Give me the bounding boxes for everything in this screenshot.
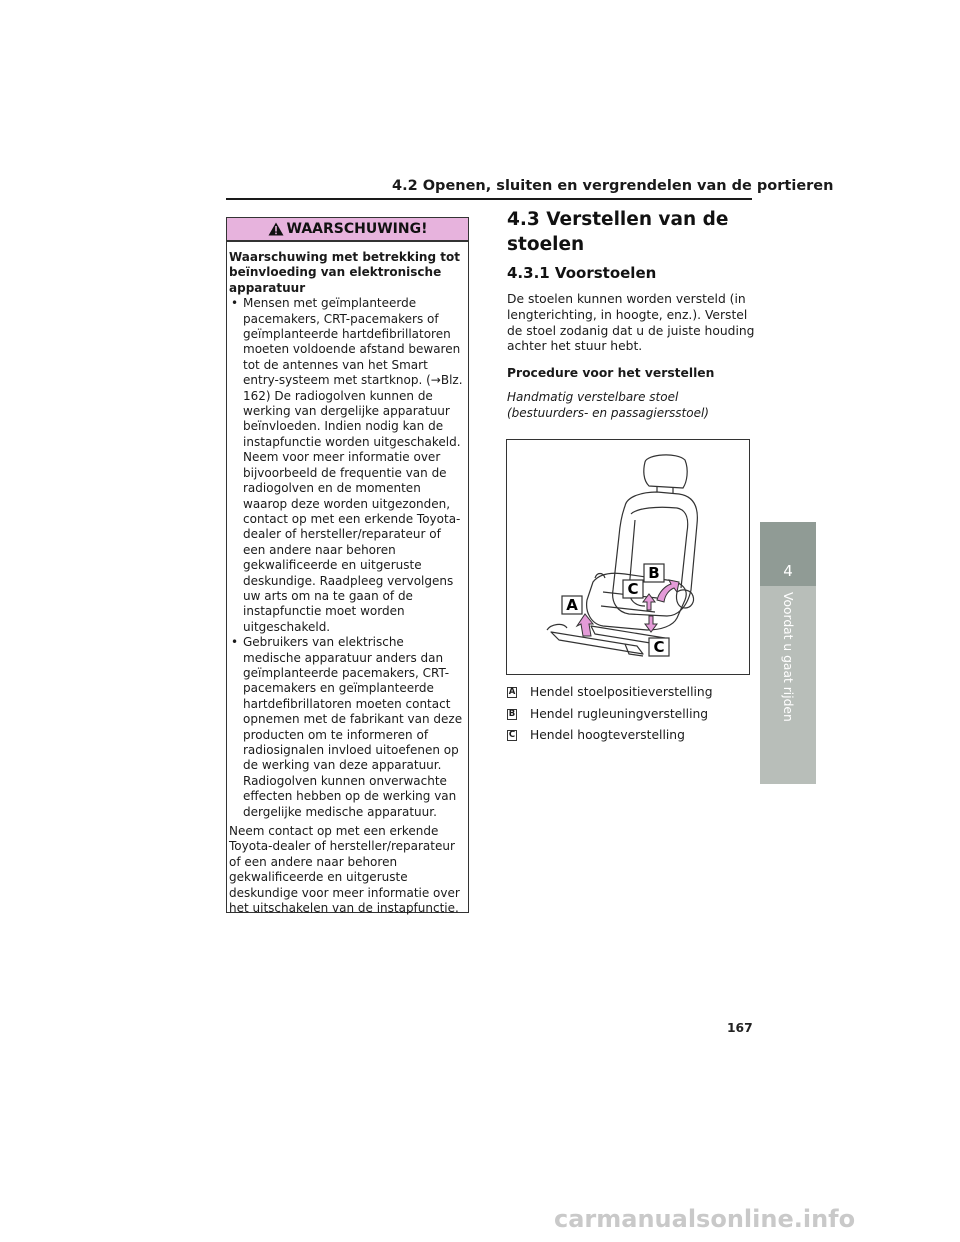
page-number: 167 [727,1021,753,1035]
warning-bullet-list [229,296,464,820]
warning-title: WAARSCHUWING! [286,221,428,237]
seat-illustration [507,440,749,674]
figure-label-b: B [648,564,660,582]
chapter-tab [760,522,816,586]
header-rule [226,198,752,200]
warning-triangle-icon [268,222,284,236]
intro-paragraph: De stoelen kunnen worden versteld (in lengterichting, in hoogte, enz.). Verstel de stoel zodanig dat u de juiste houding achter het stuur hebt. [507,292,755,354]
figure-label-a: A [566,596,578,614]
watermark: carmanualsonline.info [554,1205,856,1233]
subsection-title: 4.3.1 Voorstoelen [507,264,657,282]
legend-item-c [507,728,685,742]
legend-text: Hendel stoelpositieverstelling [530,685,713,699]
chapter-tab-label-wrap [760,586,816,784]
chapter-number: 4 [783,562,793,580]
warning-header [227,218,468,242]
legend-key: C [508,729,516,740]
warning-subtitle: Waarschuwing met betrekking tot beïnvloeding van elektronische apparatuur [229,250,460,295]
procedure-title: Procedure voor het verstellen [507,366,715,380]
warning-box [226,217,469,916]
legend-text: Hendel hoogteverstelling [530,728,685,742]
section-title: 4.3 Verstellen van de stoelen [507,209,729,255]
legend-key: B [508,708,516,719]
seat-figure [506,439,750,675]
chapter-tab-label: Voordat u gaat rijden [781,592,795,722]
chapter-header-title: 4.2 Openen, sluiten en vergrendelen van de portieren [392,178,834,194]
legend-item-b [507,707,708,721]
warning-bullet: • Gebruikers van elektrische medische apparatuur anders dan geïmplanteerde pacemakers, CRT-pacemakers en geïmplanteerde hartdefibrillatoren moeten contact opnemen met de fabrikant van deze producten om te informeren of radiosignalen invloed uitoefenen op de werking van deze apparatuur. Radiogolven kunnen onverwachte effecten hebben op de werking van dergelijke medische apparatuur. [229,635,464,820]
legend-item-a [507,685,713,699]
warning-note: Neem contact op met een erkende Toyota-dealer of hersteller/reparateur of een andere naar behoren gekwalificeerde en uitgeruste deskundige voor meer informatie over het uitschakelen van de instapfunctie. [229,824,460,916]
legend-text: Hendel rugleuningverstelling [530,707,709,721]
procedure-caption: Handmatig verstelbare stoel (bestuurders- en passagiersstoel) [507,390,709,420]
warning-bullet: • Mensen met geïmplanteerde pacemakers, CRT-pacemakers of geïmplanteerde hartdefibrillatoren moeten voldoende afstand bewaren tot de antennes van het Smart entry-systeem met startknop. (→Blz. 162) De radiogolven kunnen de werking van dergelijke apparatuur beïnvloeden. Indien nodig kan de instapfunctie worden uitgeschakeld. Neem voor meer informatie over bijvoorbeeld de frequentie van de radiogolven en de momenten waarop deze worden uitgezonden, contact op met een erkende Toyota-dealer of hersteller/reparateur of een andere naar behoren gekwalificeerde en uitgeruste deskundige. Raadpleeg vervolgens uw arts om na te gaan of de instapfunctie moet worden uitgeschakeld. [229,296,464,635]
legend-key: A [508,686,516,697]
figure-label-c: C [627,580,639,598]
figure-label-c-lower: C [653,638,665,656]
